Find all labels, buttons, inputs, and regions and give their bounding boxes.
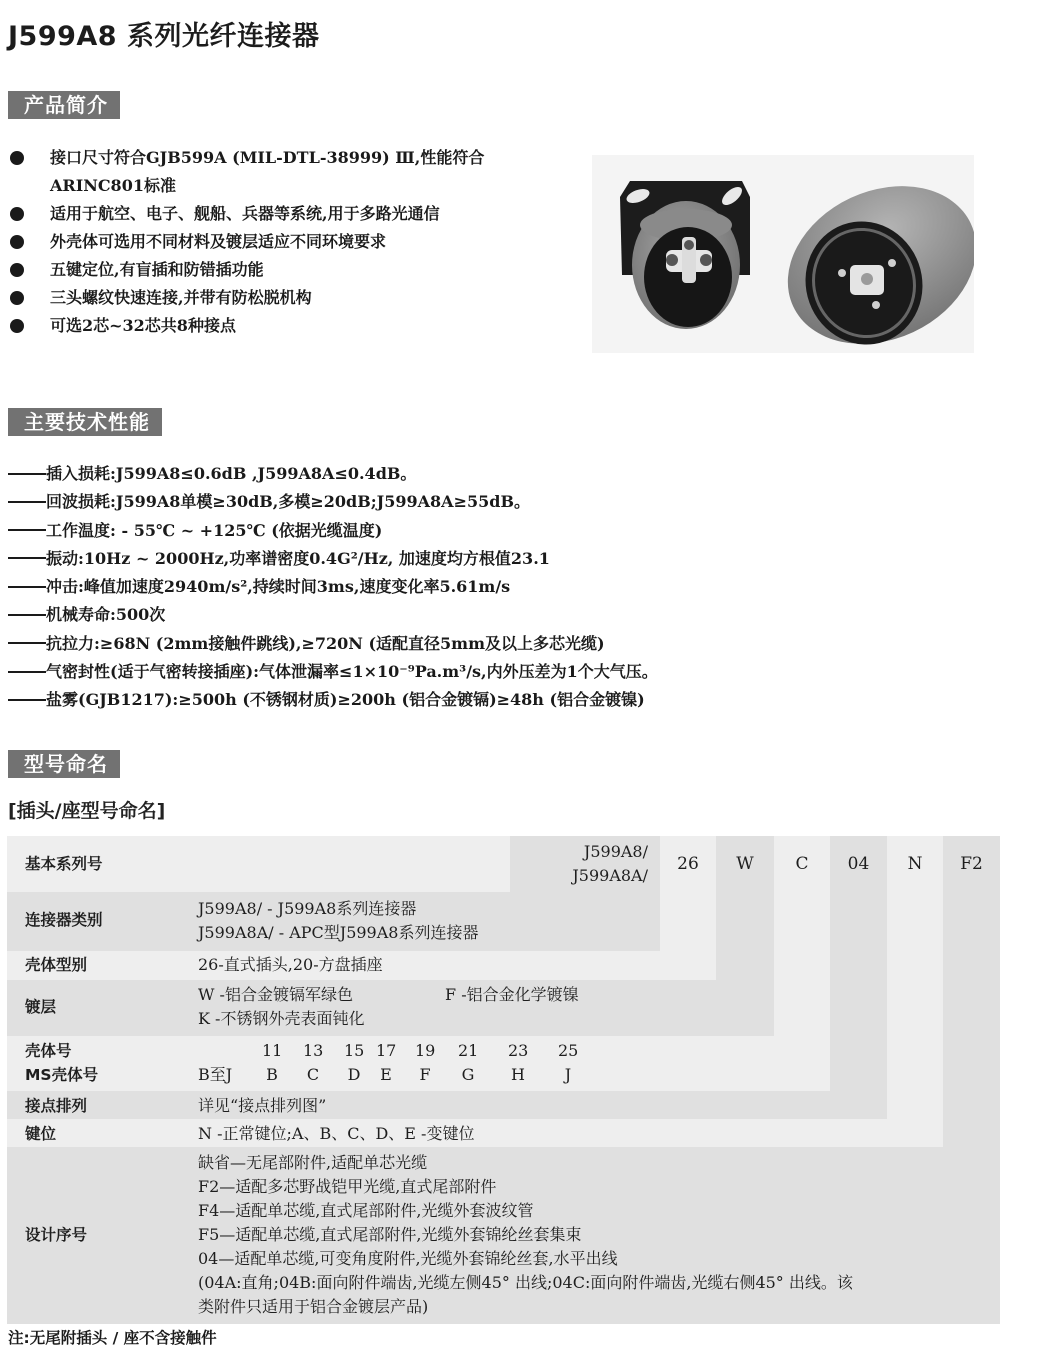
shell-size-25: 25 — [558, 1041, 579, 1060]
ms-size-g: G — [461, 1065, 475, 1084]
value-key: N -正常键位;A、B、C、D、E -变键位 — [198, 1124, 475, 1143]
section-header-intro: 产品简介 — [8, 91, 120, 119]
page-title: J599A8 系列光纤连接器 — [8, 21, 320, 52]
bullet-text: 可选2芯~32芯共8种接点 — [50, 316, 236, 335]
bullet-text: 五键定位,有盲插和防错插功能 — [50, 260, 264, 279]
row-bg-plating — [7, 980, 774, 1036]
ms-size-b: B — [266, 1065, 278, 1084]
shell-size-19: 19 — [415, 1041, 436, 1060]
label-plating: 镀层 — [25, 998, 57, 1016]
bullet-text: 接口尺寸符合GJB599A (MIL-DTL-38999) Ⅲ,性能符合 — [50, 148, 485, 167]
label-key: 键位 — [25, 1125, 57, 1143]
value-plating-w: W -铝合金镀镉军绿色 — [198, 985, 353, 1004]
footnote: 注:无尾附插头 / 座不含接触件 — [8, 1329, 217, 1347]
shell-size-21: 21 — [458, 1041, 479, 1060]
list-item — [8, 200, 568, 228]
row-bg-key — [7, 1119, 943, 1147]
code-key: N — [907, 854, 923, 874]
list-item — [8, 228, 568, 256]
ms-size-d: D — [347, 1065, 361, 1084]
bullet-icon — [10, 207, 24, 221]
bullet-icon — [10, 319, 24, 333]
label-shell-style: 壳体型别 — [25, 956, 88, 974]
ms-size-f: F — [419, 1065, 431, 1084]
value-line: 类附件只适用于铝合金镀层产品) — [198, 1297, 429, 1316]
value-plating-f: F -铝合金化学镀镍 — [445, 985, 579, 1004]
intro-bullet-list — [8, 144, 568, 340]
connector-product-photo — [592, 155, 974, 353]
spec-text: 冲击:峰值加速度2940m/s²,持续时间3ms,速度变化率5.61m/s — [46, 577, 511, 597]
list-item — [8, 144, 568, 200]
spec-item — [8, 658, 1008, 686]
label-shell-size: 壳体号 — [25, 1042, 72, 1060]
spec-item — [8, 488, 1008, 516]
spec-item — [8, 517, 1008, 545]
bullet-icon — [10, 151, 24, 165]
bullet-text: 外壳体可选用不同材料及镀层适应不同环境要求 — [50, 232, 387, 251]
spec-item — [8, 460, 1008, 488]
bullet-text-cont: ARINC801标准 — [50, 176, 176, 195]
value-design — [198, 1151, 993, 1319]
shell-size-17: 17 — [376, 1041, 397, 1060]
shell-size-23: 23 — [508, 1041, 529, 1060]
value-line: J599A8/ - J599A8系列连接器 — [198, 899, 417, 918]
spec-text: 抗拉力:≥68N (2mm接触件跳线),≥720N (适配直径5mm及以上多芯光缆) — [46, 633, 605, 653]
spec-text: 回波损耗:J599A8单模≥30dB,多模≥20dB;J599A8A≥55dB。 — [46, 492, 530, 512]
list-item — [8, 256, 568, 284]
value-line: 04—适配单芯缆,可变角度附件,光缆外套锦纶丝套,水平出线 — [198, 1249, 618, 1268]
label-design: 设计序号 — [25, 1226, 88, 1244]
value-line: F4—适配单芯缆,直式尾部附件,光缆外套波纹管 — [198, 1201, 534, 1220]
code-series-1: J599A8/ — [583, 842, 648, 861]
spec-item — [8, 601, 1008, 629]
code-arrangement: 04 — [847, 854, 870, 874]
ms-size-e: E — [380, 1065, 392, 1084]
bullet-text: 三头螺纹快速连接,并带有防松脱机构 — [50, 288, 312, 307]
dash-icon — [8, 557, 46, 559]
bullet-text: 适用于航空、电子、舰船、兵器等系统,用于多路光通信 — [50, 204, 440, 223]
dash-icon — [8, 614, 46, 616]
shell-size-11: 11 — [262, 1041, 283, 1060]
dash-icon — [8, 501, 46, 503]
spec-item — [8, 630, 1008, 658]
spec-text: 盐雾(GJB1217):≥500h (不锈钢材质)≥200h (铝合金镀镉)≥48h (铝合金镀镍) — [46, 690, 645, 710]
code-series-2: J599A8A/ — [572, 866, 648, 885]
naming-subheading: [插头/座型号命名] — [8, 800, 166, 822]
label-arrangement: 接点排列 — [25, 1097, 88, 1115]
value-line: 缺省—无尾部附件,适配单芯光缆 — [198, 1153, 428, 1172]
value-plating-k: K -不锈钢外壳表面钝化 — [198, 1009, 365, 1028]
spec-list — [8, 460, 1008, 715]
code-shell-size: C — [795, 854, 809, 874]
value-connector-type — [198, 897, 478, 945]
shell-size-13: 13 — [303, 1041, 324, 1060]
bullet-icon — [10, 291, 24, 305]
bullet-icon — [10, 235, 24, 249]
dash-icon — [8, 699, 46, 701]
row-bg-arrangement — [7, 1091, 887, 1119]
code-shell-type: 26 — [677, 854, 699, 874]
ms-size-h: H — [511, 1065, 525, 1084]
value-line: (04A:直角;04B:面向附件端齿,光缆左侧45° 出线;04C:面向附件端齿,光缆右侧45° 出线。该 — [198, 1273, 853, 1292]
spec-item — [8, 686, 1008, 714]
ms-size-j: J — [564, 1065, 572, 1084]
value-arrangement: 详见“接点排列图” — [198, 1096, 327, 1115]
code-series — [520, 840, 648, 888]
code-plating: W — [736, 854, 754, 874]
spec-text: 机械寿命:500次 — [46, 605, 166, 625]
value-shell-style: 26-直式插头,20-方盘插座 — [198, 955, 383, 974]
ms-prefix: B至J — [198, 1065, 233, 1084]
section-header-naming: 型号命名 — [8, 750, 120, 778]
dash-icon — [8, 642, 46, 644]
section-header-specs: 主要技术性能 — [8, 408, 162, 436]
label-ms-shell-size: MS壳体号 — [25, 1066, 99, 1084]
list-item — [8, 312, 568, 340]
value-line: J599A8A/ - APC型J599A8系列连接器 — [198, 923, 479, 942]
label-base-series: 基本系列号 — [25, 855, 103, 873]
value-line: F5—适配单芯缆,直式尾部附件,光缆外套锦纶丝套集束 — [198, 1225, 582, 1244]
value-line: F2—适配多芯野战铠甲光缆,直式尾部附件 — [198, 1177, 497, 1196]
dash-icon — [8, 473, 46, 475]
dash-icon — [8, 529, 46, 531]
spec-text: 工作温度: - 55℃ ~ +125℃ (依据光缆温度) — [46, 520, 383, 540]
spec-item — [8, 573, 1008, 601]
dash-icon — [8, 671, 46, 673]
ms-size-c: C — [306, 1065, 320, 1084]
col-bg-key — [887, 836, 943, 1119]
shell-size-15: 15 — [344, 1041, 365, 1060]
list-item — [8, 284, 568, 312]
bullet-icon — [10, 263, 24, 277]
spec-text: 振动:10Hz ~ 2000Hz,功率谱密度0.4G²/Hz, 加速度均方根值23.1 — [46, 548, 550, 568]
spec-item — [8, 545, 1008, 573]
spec-text: 气密封性(适于气密转接插座):气体泄漏率≤1×10⁻⁹Pa.m³/s,内外压差为1个大气压。 — [46, 662, 658, 682]
dash-icon — [8, 586, 46, 588]
label-connector-type: 连接器类别 — [25, 911, 103, 929]
spec-text: 插入损耗:J599A8≤0.6dB ,J599A8A≤0.4dB。 — [46, 464, 417, 483]
connector-photo-icon — [592, 155, 974, 353]
code-design: F2 — [960, 854, 983, 874]
